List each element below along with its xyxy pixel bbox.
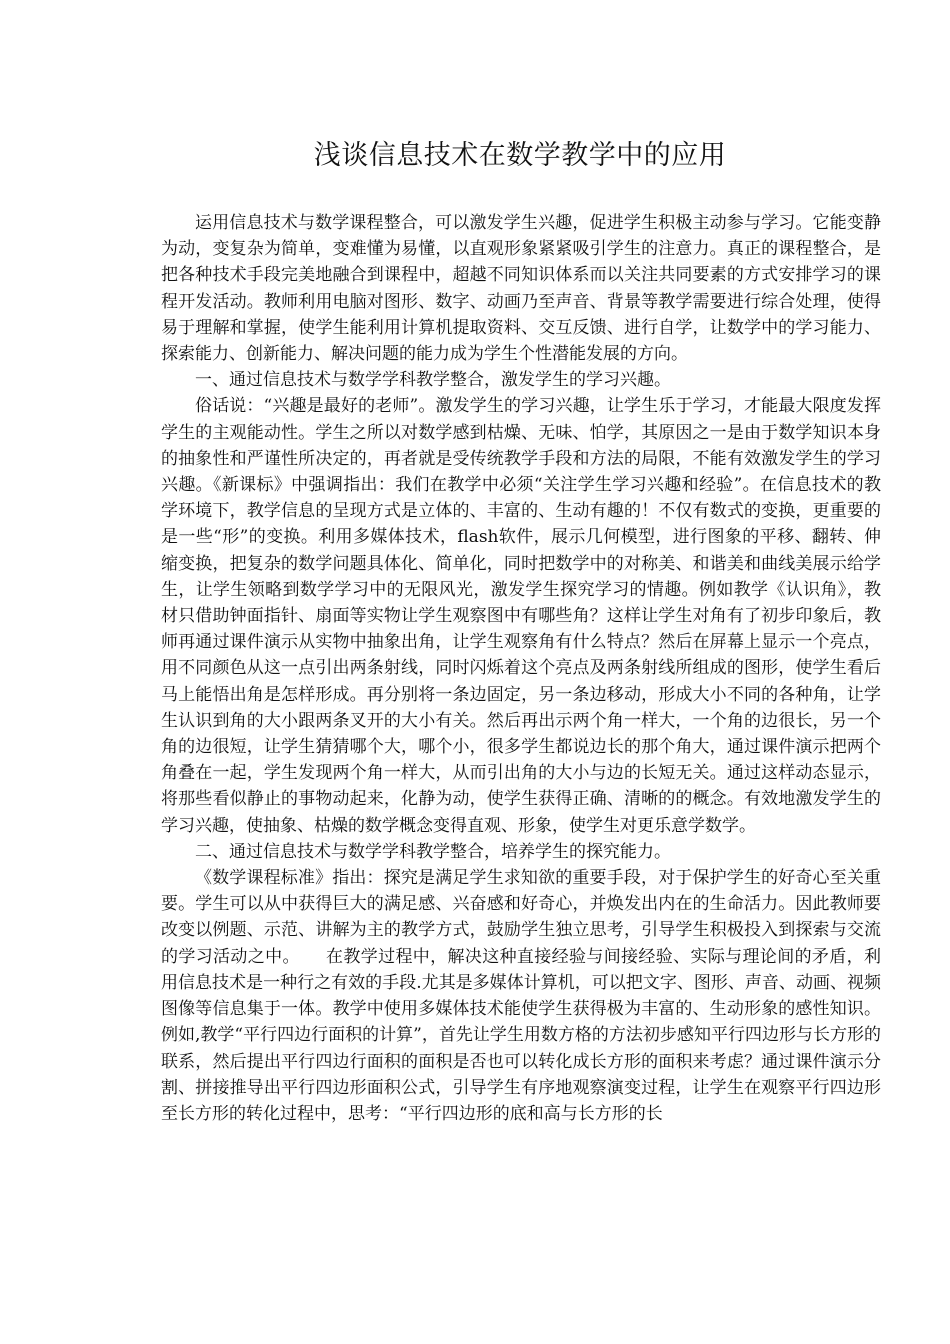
section-heading-2: 二、通过信息技术与数学学科教学整合，培养学生的探究能力。: [195, 841, 671, 862]
section-heading-1: 一、通过信息技术与数学学科教学整合，激发学生的学习兴趣。: [195, 370, 671, 391]
document-body: [161, 210, 881, 1127]
paragraph-interest: 俗话说：“兴趣是最好的老师”。激发学生的学习兴趣，让学生乐于学习，才能最大限度发挥学生的主观能动性。学生之所以对数学感到枯燥、无味、怕学，其原因之一是由于数学知识本身的抽象性和严谨性所决定的，再者就是受传统教学手段和方法的局限，不能有效激发学生的学习兴趣。《新课标》中强调指出：我们在教学中必须“关注学生学习兴趣和经验”。在信息技术的教学环境下，教学信息的呈现方式是立体的、丰富的、生动有趣的！不仅有数式的变换，更重要的是一些“形”的变换。利用多媒体技术，flash软件，展示几何模型，进行图象的平移、翻转、伸缩变换，把复杂的数学问题具体化、简单化，同时把数学中的对称美、和谐美和曲线美展示给学生，让学生领略到数学学习中的无限风光，激发学生探究学习的情趣。例如教学《认识角》，教材只借助钟面指针、扇面等实物让学生观察图中有哪些角？这样让学生对角有了初步印象后，教师再通过课件演示从实物中抽象出角，让学生观察角有什么特点？然后在屏幕上显示一个亮点，用不同颜色从这一点引出两条射线，同时闪烁着这个亮点及两条射线所组成的图形，使学生看后马上能悟出角是怎样形成。再分别将一条边固定，另一条边移动，形成大小不同的各种角，让学生认识到角的大小跟两条叉开的大小有关。然后再出示两个角一样大，一个角的边很长，另一个角的边很短，让学生猜猜哪个大，哪个小，很多学生都说边长的那个角大，通过课件演示把两个角叠在一起，学生发现两个角一样大，从而引出角的大小与边的长短无关。通过这样动态显示，将那些看似静止的事物动起来，化静为动，使学生获得正确、清晰的的概念。有效地激发学生的学习兴趣，使抽象、枯燥的数学概念变得直观、形象，使学生对更乐意学数学。: [161, 396, 881, 836]
document-title: 浅谈信息技术在数学教学中的应用: [313, 140, 727, 171]
paragraph-inquiry: 《数学课程标准》指出：探究是满足学生求知欲的重要手段，对于保护学生的好奇心至关重要。学生可以从中获得巨大的满足感、兴奋感和好奇心，并焕发出内在的生命活力。因此教师要改变以例题、示范、讲解为主的教学方式，鼓励学生独立思考，引导学生积极投入到探索与交流的学习活动之中。 在教学过程中，解决这种直接经验与间接经验、实际与理论间的矛盾，利用信息技术是一种行之有效的手段.尤其是多媒体计算机，可以把文字、图形、声音、动画、视频图像等信息集于一体。教学中使用多媒体技术能使学生获得极为丰富的、生动形象的感性知识。例如,教学“平行四边行面积的计算”，首先让学生用数方格的方法初步感知平行四边形与长方形的联系，然后提出平行四边行面积的面积是否也可以转化成长方形的面积来考虑？通过课件演示分割、拼接推导出平行四边形面积公式，引导学生有序地观察演变过程，让学生在观察平行四边形至长方形的转化过程中，思考：“平行四边形的底和高与长方形的长: [161, 868, 881, 1124]
paragraph-intro: 运用信息技术与数学课程整合，可以激发学生兴趣，促进学生积极主动参与学习。它能变静为动，变复杂为简单，变难懂为易懂，以直观形象紧紧吸引学生的注意力。真正的课程整合，是把各种技术手段完美地融合到课程中，超越不同知识体系而以关注共同要素的方式安排学习的课程开发活动。教师利用电脑对图形、数字、动画乃至声音、背景等教学需要进行综合处理，使得易于理解和掌握，使学生能利用计算机提取资料、交互反馈、进行自学，让数学中的学习能力、探索能力、创新能力、解决问题的能力成为学生个性潜能发展的方向。: [161, 213, 881, 365]
